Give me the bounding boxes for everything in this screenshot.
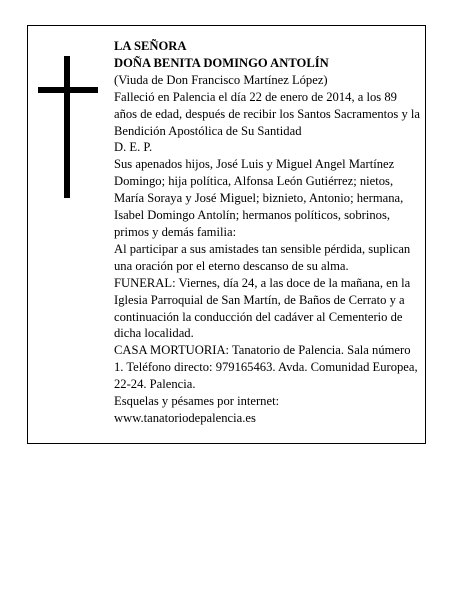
obituary-title-line1: LA SEÑORA xyxy=(114,39,187,53)
prayer-request: Al participar a sus amistades tan sensible pérdida, suplican una oración por el eterno descanso de su alma. xyxy=(114,241,411,273)
cross-horizontal-bar xyxy=(38,87,98,93)
latin-cross-icon xyxy=(38,56,98,198)
website-link[interactable]: www.tanatoriodepalencia.es xyxy=(114,410,256,425)
death-notice: Falleció en Palencia el día 22 de enero de 2014, a los 89 años de edad, después de recibir los Santos Sacramentos y la Bendición Apostólica de Su Santidad xyxy=(114,89,421,138)
deceased-name: DOÑA BENITA DOMINGO ANTOLÍN xyxy=(114,55,329,70)
funeral-home: CASA MORTUORIA: Tanatorio de Palencia. Sala número 1. Teléfono directo: 979165463. Avda. Comunidad Europea, 22-24. Palencia. xyxy=(114,343,418,392)
obituary-text xyxy=(114,38,420,427)
rip: D. E. P. xyxy=(114,140,153,155)
cross-vertical-bar xyxy=(64,56,70,198)
online-condolences-label: Esquelas y pésames por internet: xyxy=(114,394,280,409)
mourners: Sus apenados hijos, José Luis y Miguel Angel Martínez Domingo; hija política, Alfonsa León Gutiérrez; nietos, María Soraya y José Miguel; biznieto, Antonio; hermana, Isabel Domingo Antolín; hermanos políticos, sobrinos, primos y demás familia: xyxy=(114,157,404,239)
funeral-details: FUNERAL: Viernes, día 24, a las doce de la mañana, en la Iglesia Parroquial de San Martín, de Baños de Cerrato y a continuación la conducción del cadáver al Cementerio de dicha localidad. xyxy=(114,275,411,341)
widow-of: (Viuda de Don Francisco Martínez López) xyxy=(114,72,328,87)
